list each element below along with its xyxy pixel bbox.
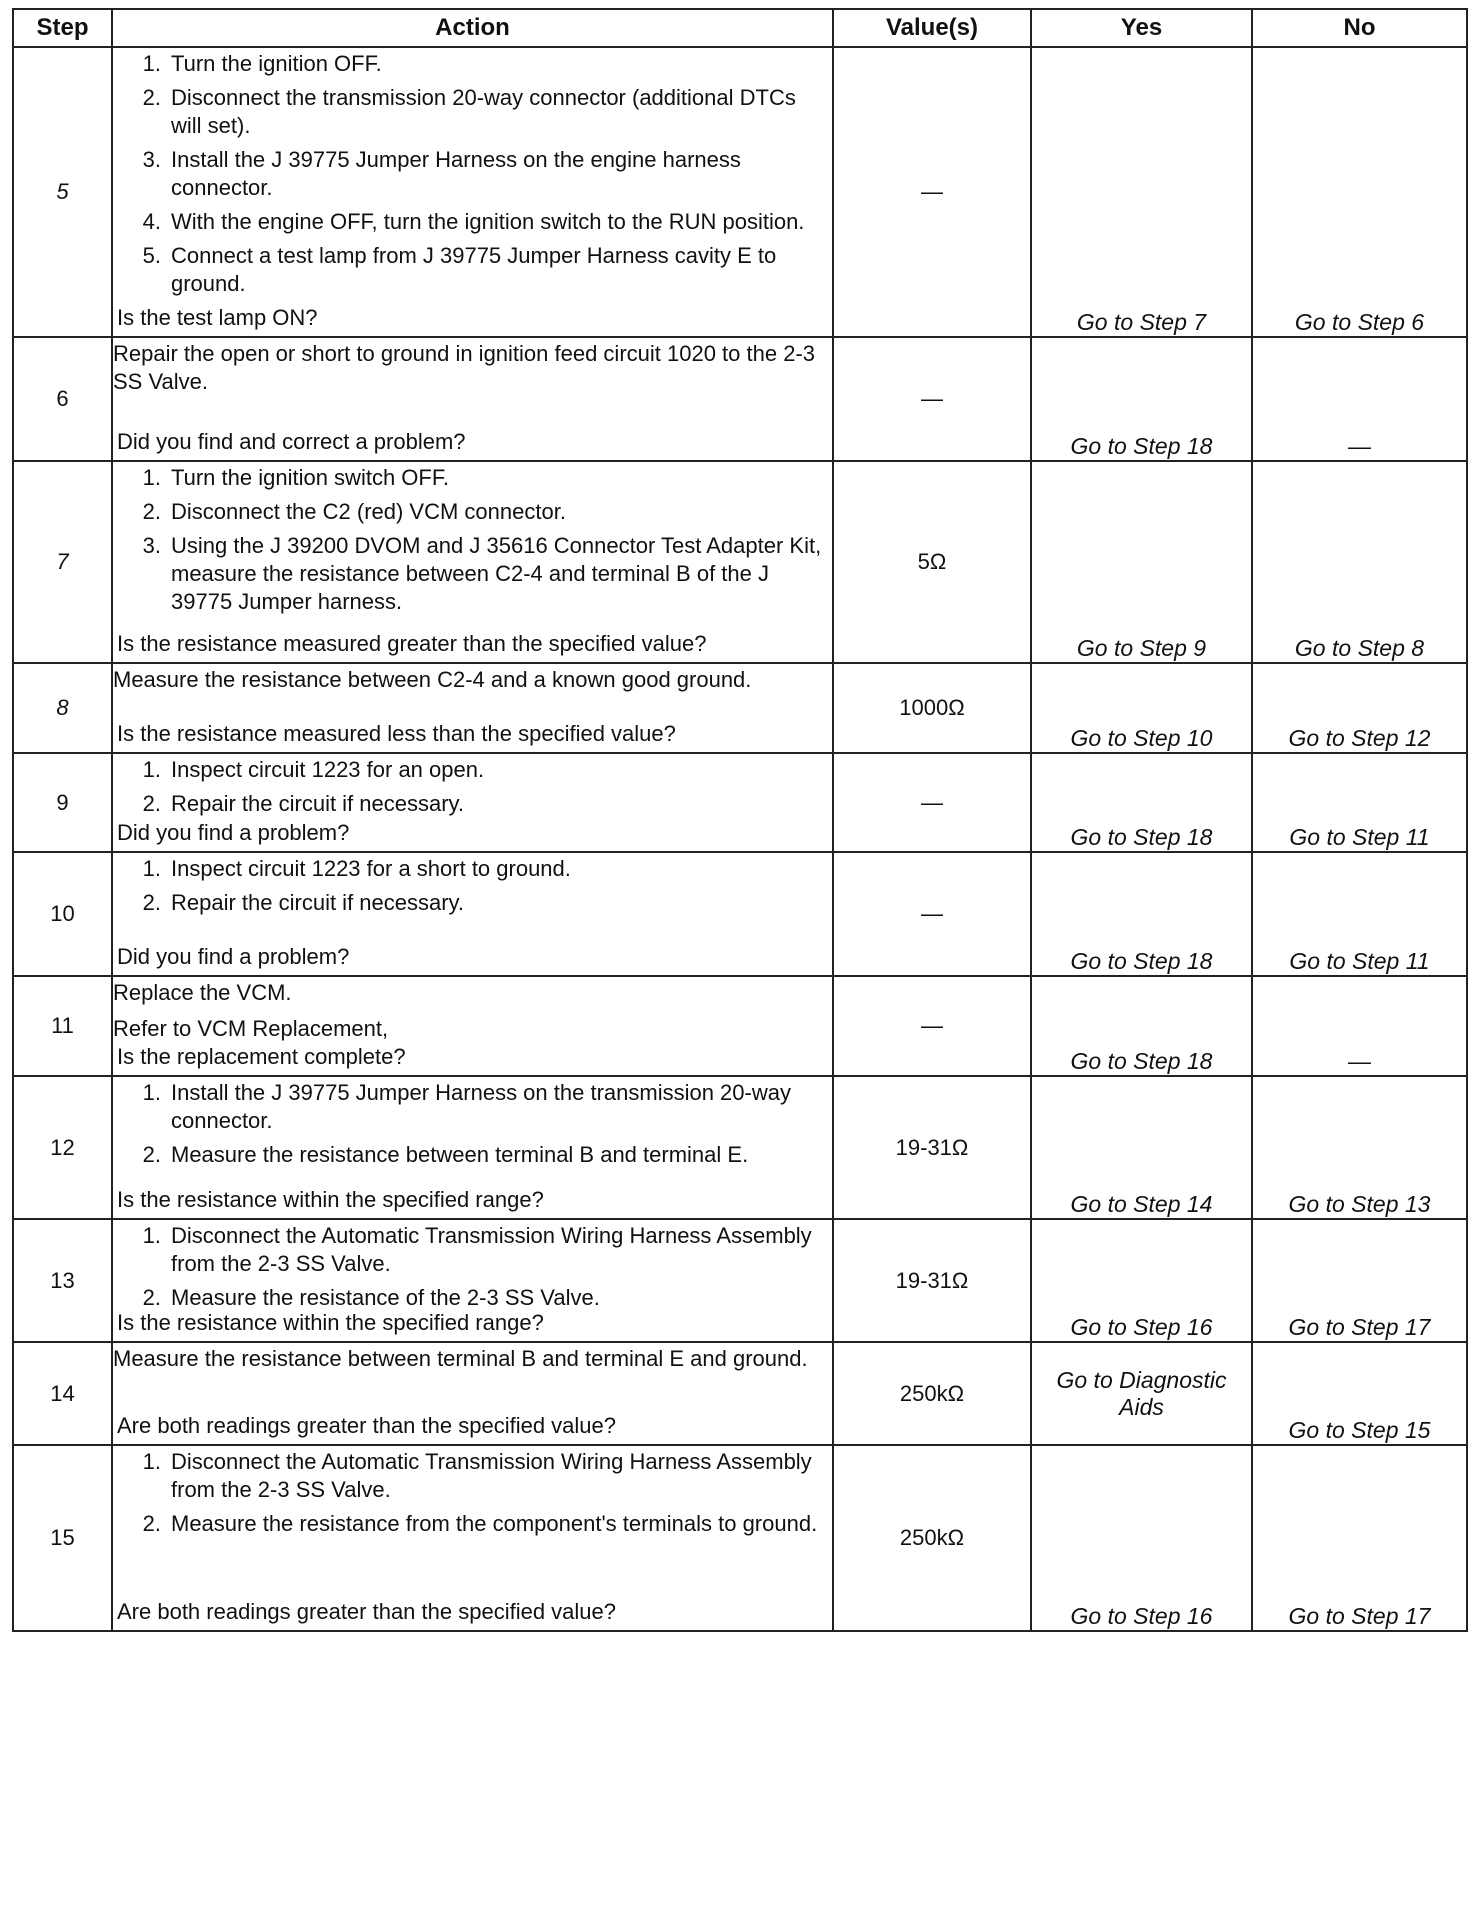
yes-result: Go to Step 10 — [1031, 663, 1252, 753]
action-step-number: 2. — [142, 1285, 161, 1310]
action-steps-list — [113, 464, 832, 616]
action-step-text: Install the J 39775 Jumper Harness on the engine harness connector. — [171, 147, 741, 200]
action-step-item — [113, 1448, 832, 1504]
action-step-text: Inspect circuit 1223 for an open. — [171, 757, 485, 782]
action-step-item — [113, 756, 832, 784]
action-cell — [112, 1076, 833, 1219]
value-cell: — — [833, 337, 1031, 461]
action-text: Refer to VCM Replacement, — [113, 1016, 389, 1041]
step-number: 8 — [13, 663, 112, 753]
step-number: 11 — [13, 976, 112, 1076]
value-cell: 19-31Ω — [833, 1076, 1031, 1219]
no-result: Go to Step 11 — [1252, 753, 1467, 852]
action-step-number: 2. — [142, 1142, 161, 1167]
action-step-item — [113, 790, 832, 818]
action-step-number: 5. — [142, 243, 161, 268]
action-step-number: 2. — [142, 85, 161, 110]
action-step-item — [113, 146, 832, 202]
action-cell — [112, 47, 833, 337]
no-result: Go to Step 6 — [1252, 47, 1467, 337]
action-cell — [112, 663, 833, 753]
table-row — [13, 1445, 1467, 1631]
action-steps-list — [113, 756, 832, 818]
action-step-text: Inspect circuit 1223 for a short to ground. — [171, 856, 571, 881]
value-cell: — — [833, 753, 1031, 852]
yes-result: Go to Step 16 — [1031, 1219, 1252, 1342]
step-number: 14 — [13, 1342, 112, 1445]
action-step-text: Measure the resistance from the component's terminals to ground. — [171, 1511, 818, 1536]
action-step-text: Measure the resistance between terminal B and terminal E. — [171, 1142, 749, 1167]
action-step-text: With the engine OFF, turn the ignition switch to the RUN position. — [171, 209, 805, 234]
column-header-values: Value(s) — [833, 9, 1031, 47]
yes-result: Go to Step 16 — [1031, 1445, 1252, 1631]
table-row — [13, 663, 1467, 753]
value-cell: 19-31Ω — [833, 1219, 1031, 1342]
action-step-number: 1. — [142, 1223, 161, 1248]
table-row — [13, 1076, 1467, 1219]
action-step-item — [113, 1141, 832, 1169]
column-header-action: Action — [112, 9, 833, 47]
action-text: Repair the open or short to ground in ignition feed circuit 1020 to the 2-3 SS Valve. — [113, 341, 816, 394]
action-step-item — [113, 1222, 832, 1278]
action-step-text: Install the J 39775 Jumper Harness on the transmission 20-way connector. — [171, 1080, 791, 1133]
action-question: Is the resistance within the specified range? — [117, 1187, 544, 1212]
action-step-number: 1. — [142, 1449, 161, 1474]
action-step-number: 1. — [142, 1080, 161, 1105]
no-result: Go to Step 17 — [1252, 1219, 1467, 1342]
action-step-text: Connect a test lamp from J 39775 Jumper Harness cavity E to ground. — [171, 243, 777, 296]
yes-result: Go to Step 9 — [1031, 461, 1252, 663]
step-number: 12 — [13, 1076, 112, 1219]
value-cell: 250kΩ — [833, 1342, 1031, 1445]
column-header-step: Step — [13, 9, 112, 47]
yes-result: Go to Step 14 — [1031, 1076, 1252, 1219]
action-step-text: Turn the ignition OFF. — [171, 51, 382, 76]
action-steps-list — [113, 1079, 832, 1169]
action-cell — [112, 461, 833, 663]
action-step-text: Repair the circuit if necessary. — [171, 890, 465, 915]
yes-result: Go to Step 18 — [1031, 753, 1252, 852]
action-step-number: 1. — [142, 757, 161, 782]
table-row — [13, 461, 1467, 663]
yes-result: Go to Step 18 — [1031, 337, 1252, 461]
action-step-text: Disconnect the C2 (red) VCM connector. — [171, 499, 566, 524]
diagnostic-table — [12, 8, 1468, 1632]
action-step-text: Repair the circuit if necessary. — [171, 791, 465, 816]
action-question: Is the resistance within the specified range? — [117, 1310, 544, 1335]
action-question: Is the resistance measured less than the specified value? — [117, 721, 676, 746]
action-steps-list — [113, 855, 832, 917]
step-number: 15 — [13, 1445, 112, 1631]
step-number: 13 — [13, 1219, 112, 1342]
action-step-text: Using the J 39200 DVOM and J 35616 Connector Test Adapter Kit, measure the resistance between C2-4 and terminal B of the J 39775 Jumper harness. — [171, 533, 822, 614]
action-step-item — [113, 208, 832, 236]
column-header-no: No — [1252, 9, 1467, 47]
action-step-item — [113, 889, 832, 917]
action-step-number: 3. — [142, 147, 161, 172]
action-cell — [112, 976, 833, 1076]
action-step-number: 3. — [142, 533, 161, 558]
action-question: Are both readings greater than the specified value? — [117, 1599, 616, 1624]
table-row — [13, 1342, 1467, 1445]
no-result: Go to Step 12 — [1252, 663, 1467, 753]
action-cell — [112, 1445, 833, 1631]
table-row — [13, 753, 1467, 852]
action-step-number: 2. — [142, 791, 161, 816]
action-step-text: Disconnect the Automatic Transmission Wiring Harness Assembly from the 2-3 SS Valve. — [171, 1223, 812, 1276]
action-step-number: 2. — [142, 890, 161, 915]
action-question: Is the resistance measured greater than the specified value? — [117, 631, 707, 656]
action-step-item — [113, 498, 832, 526]
action-steps-list — [113, 50, 832, 298]
action-question: Is the test lamp ON? — [117, 305, 318, 330]
action-question: Is the replacement complete? — [117, 1044, 406, 1069]
step-number: 10 — [13, 852, 112, 976]
table-row — [13, 337, 1467, 461]
action-cell — [112, 1219, 833, 1342]
table-row — [13, 976, 1467, 1076]
action-step-number: 1. — [142, 856, 161, 881]
action-question: Are both readings greater than the specified value? — [117, 1413, 616, 1438]
action-step-number: 2. — [142, 499, 161, 524]
column-header-yes: Yes — [1031, 9, 1252, 47]
no-result: Go to Step 13 — [1252, 1076, 1467, 1219]
action-step-item — [113, 242, 832, 298]
action-steps-list — [113, 1222, 832, 1312]
step-number: 5 — [13, 47, 112, 337]
value-cell: 1000Ω — [833, 663, 1031, 753]
no-result: Go to Step 17 — [1252, 1445, 1467, 1631]
table-header-row — [13, 9, 1467, 47]
action-cell — [112, 852, 833, 976]
action-step-text: Disconnect the Automatic Transmission Wiring Harness Assembly from the 2-3 SS Valve. — [171, 1449, 812, 1502]
value-cell: — — [833, 47, 1031, 337]
table-row — [13, 1219, 1467, 1342]
value-cell: 250kΩ — [833, 1445, 1031, 1631]
action-step-item — [113, 855, 832, 883]
table-row — [13, 852, 1467, 976]
action-step-number: 2. — [142, 1511, 161, 1536]
yes-result: Go to Step 18 — [1031, 852, 1252, 976]
no-result: — — [1252, 976, 1467, 1076]
table-body — [13, 47, 1467, 1631]
table-row — [13, 47, 1467, 337]
action-steps-list — [113, 1448, 832, 1538]
action-step-text: Measure the resistance of the 2-3 SS Valve. — [171, 1285, 600, 1310]
value-cell: — — [833, 976, 1031, 1076]
step-number: 6 — [13, 337, 112, 461]
value-cell: 5Ω — [833, 461, 1031, 663]
action-step-text: Disconnect the transmission 20-way connector (additional DTCs will set). — [171, 85, 796, 138]
action-step-item — [113, 1079, 832, 1135]
action-cell — [112, 337, 833, 461]
action-step-item — [113, 532, 832, 616]
action-question: Did you find and correct a problem? — [117, 429, 466, 454]
action-step-text: Turn the ignition switch OFF. — [171, 465, 449, 490]
no-result: — — [1252, 337, 1467, 461]
step-number: 9 — [13, 753, 112, 852]
action-text: Measure the resistance between C2-4 and a known good ground. — [113, 667, 752, 692]
action-text: Measure the resistance between terminal B and terminal E and ground. — [113, 1346, 808, 1371]
step-number: 7 — [13, 461, 112, 663]
no-result: Go to Step 11 — [1252, 852, 1467, 976]
action-step-item — [113, 50, 832, 78]
action-step-item — [113, 1284, 832, 1312]
no-result: Go to Step 8 — [1252, 461, 1467, 663]
action-step-item — [113, 464, 832, 492]
yes-result: Go to Step 18 — [1031, 976, 1252, 1076]
action-step-item — [113, 84, 832, 140]
yes-result: Go to Diagnostic Aids — [1031, 1342, 1252, 1445]
no-result: Go to Step 15 — [1252, 1342, 1467, 1445]
value-cell: — — [833, 852, 1031, 976]
action-step-number: 1. — [142, 51, 161, 76]
action-cell — [112, 1342, 833, 1445]
yes-result: Go to Step 7 — [1031, 47, 1252, 337]
action-text: Replace the VCM. — [113, 980, 292, 1005]
action-cell — [112, 753, 833, 852]
action-step-number: 4. — [142, 209, 161, 234]
action-step-item — [113, 1510, 832, 1538]
action-question: Did you find a problem? — [117, 820, 350, 845]
action-step-number: 1. — [142, 465, 161, 490]
action-question: Did you find a problem? — [117, 944, 350, 969]
